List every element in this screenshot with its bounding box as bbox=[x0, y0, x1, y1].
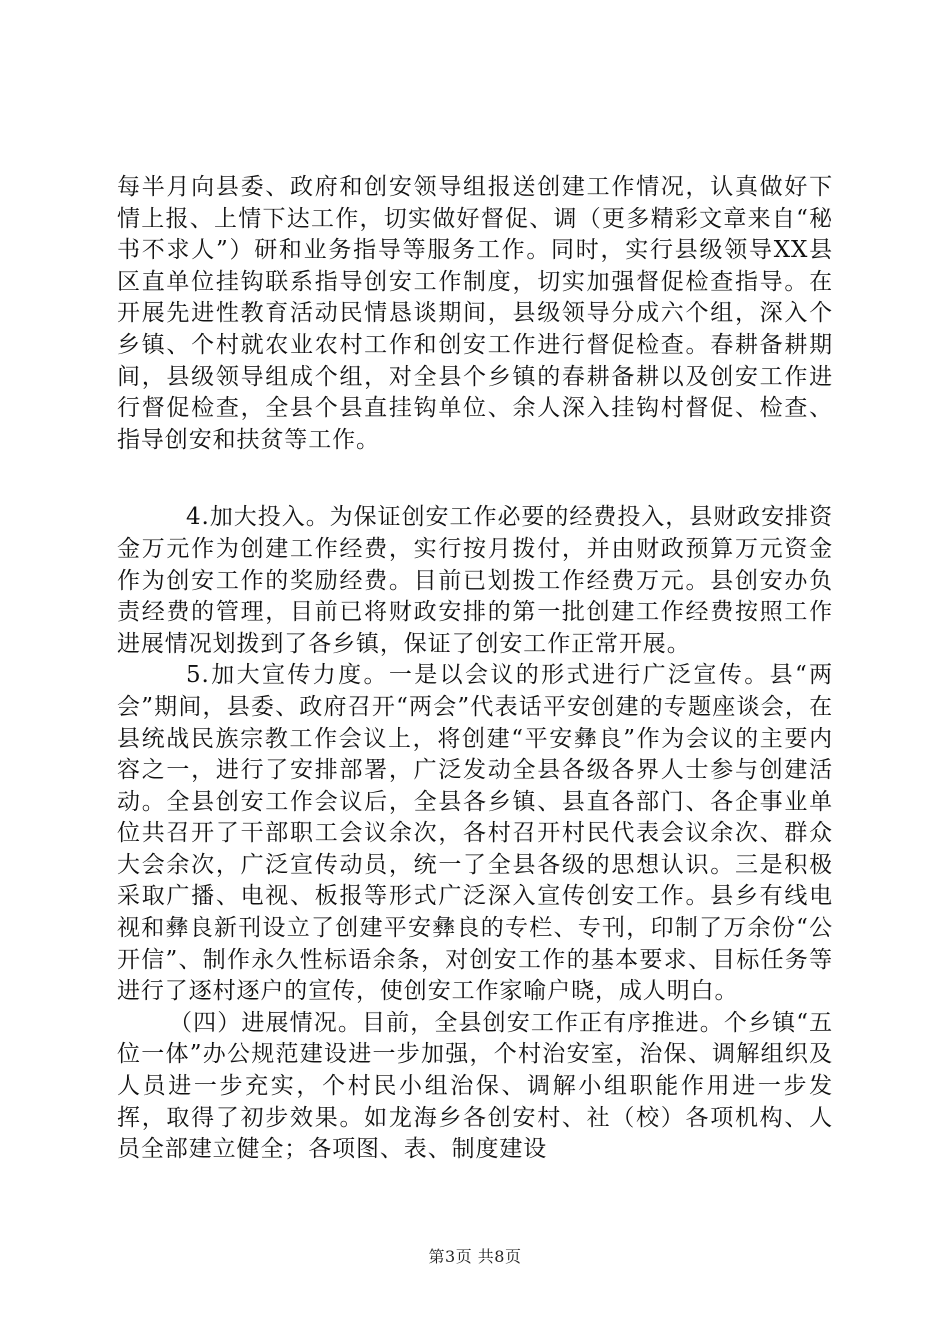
paragraph-progress: （四）进展情况。目前，全县创安工作正有序推进。个乡镇“五位一体”办公规范建设进一步加强，个村治安室，治保、调解组织及人员进一步充实，个村民小组治保、调解小组职能作用进一步发挥，取得了初步效果。如龙海乡各创安村、社（校）各项机构、人员全部建立健全；各项图、表、制度建设 bbox=[117, 1009, 833, 1163]
paragraph-gap bbox=[117, 456, 833, 502]
paragraph-investment: 4.加大投入。为保证创安工作必要的经费投入，县财政安排资金万元作为创建工作经费，实行按月拨付，并由财政预算万元资金作为创安工作的奖励经费。目前已划拨工作经费万元。县创安办负责经费的管理，目前已将财政安排的第一批创建工作经费按照工作进展情况划拨到了各乡镇，保证了创安工作正常开展。 bbox=[117, 504, 833, 657]
page-footer: 第3页 共8页 bbox=[428, 1247, 522, 1266]
paragraph-supervision: 每半月向县委、政府和创安领导组报送创建工作情况，认真做好下情上报、上情下达工作，切实做好督促、调（更多精彩文章来自“秘书不求人”）研和业务指导等服务工作。同时，实行县级领导XX县区直单位挂钩联系指导创安工作制度，切实加强督促检查指导。在开展先进性教育活动民情恳谈期间，县级领导分成六个组，深入个乡镇、个村就农业农村工作和创安工作进行督促检查。春耕备耕期间，县级领导组成个组，对全县个乡镇的春耕备耕以及创安工作进行督促检查，全县个县直挂钩单位、余人深入挂钩村督促、检查、指导创安和扶贫等工作。 bbox=[117, 174, 833, 453]
document-body bbox=[117, 172, 833, 1166]
paragraph-publicity: 5.加大宣传力度。一是以会议的形式进行广泛宣传。县“两会”期间，县委、政府召开“两会”代表话平安创建的专题座谈会，在县统战民族宗教工作会议上，将创建“平安彝良”作为会议的主要内容之一，进行了安排部署，广泛发动全县各级各界人士参与创建活动。全县创安工作会议后，全县各乡镇、县直各部门、各企事业单位共召开了干部职工会议余次，各村召开村民代表会议余次、群众大会余次，广泛宣传动员，统一了全县各级的思想认识。三是积极采取广播、电视、板报等形式广泛深入宣传创安工作。县乡有线电视和彝良新刊设立了创建平安彝良的专栏、专刊，印制了万余份“公开信”、制作永久性标语余条，对创安工作的基本要求、目标任务等进行了逐村逐户的宣传，使创安工作家喻户晓，成人明白。 bbox=[117, 662, 833, 1005]
